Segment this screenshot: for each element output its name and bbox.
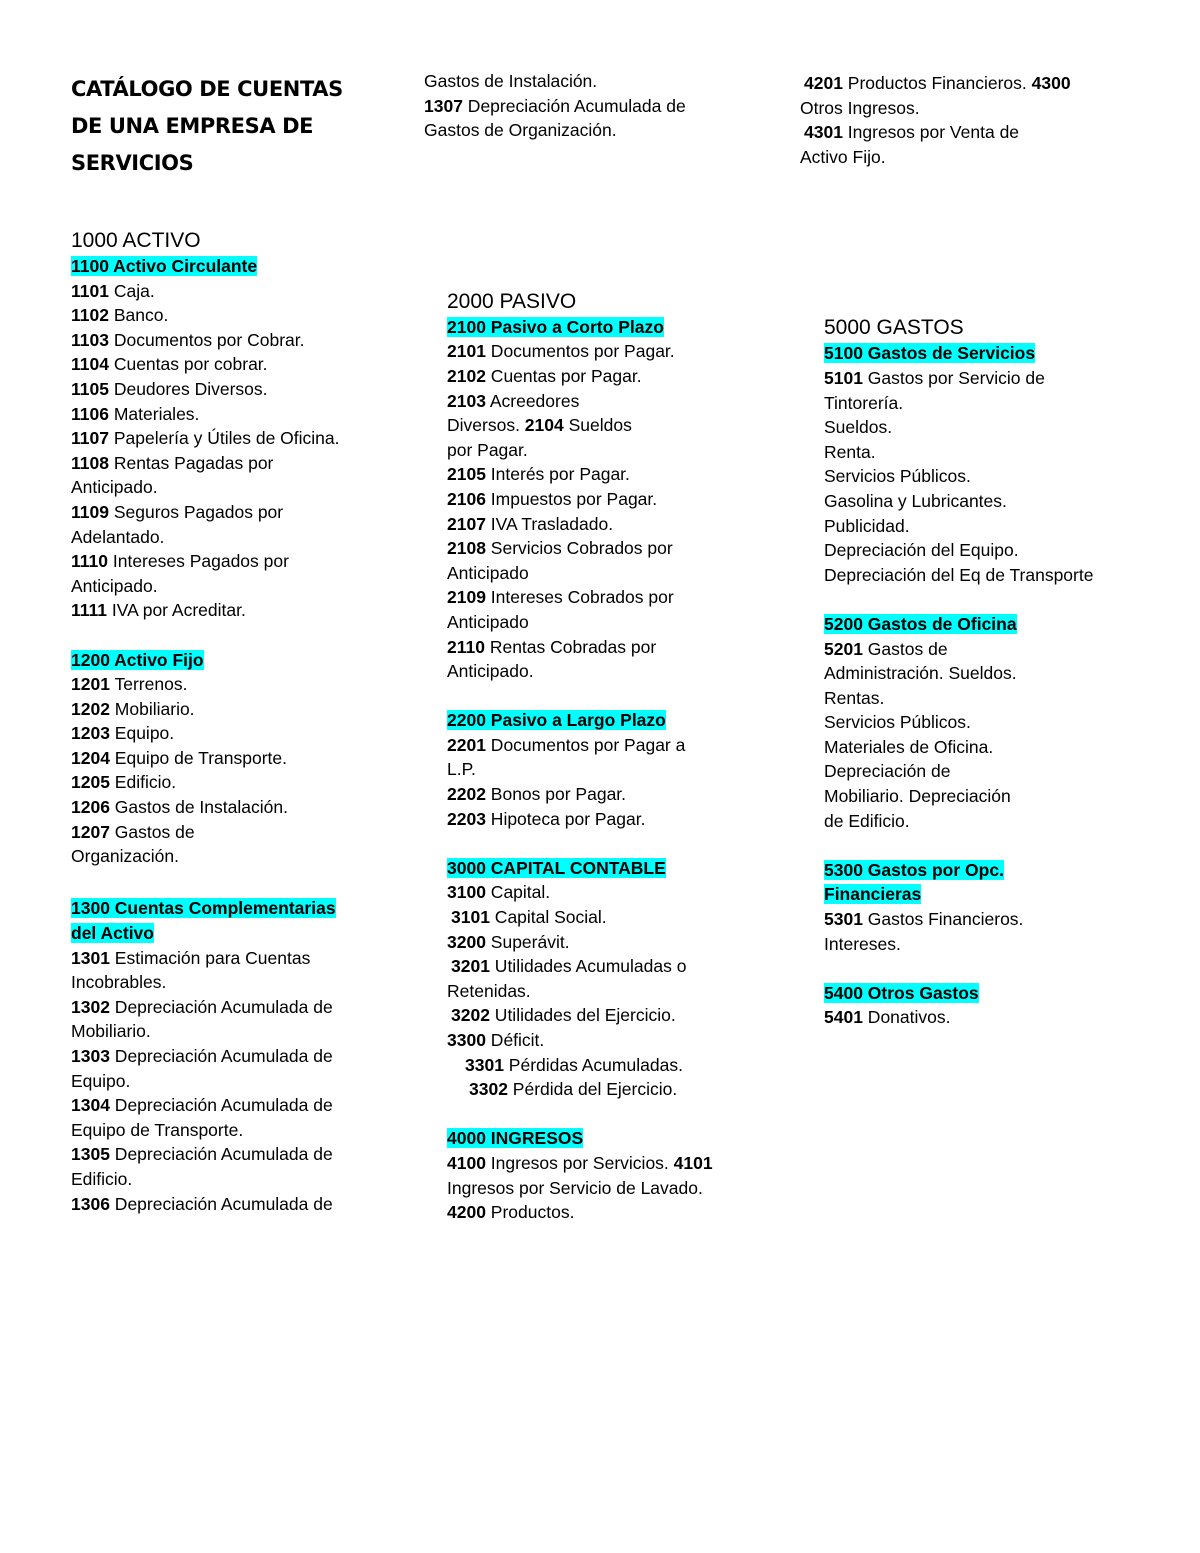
account-line [447, 389, 754, 414]
otros-gastos-header: 5400 Otros Gastos [824, 982, 979, 1003]
account-code: 4301 [804, 122, 843, 143]
account-line [71, 451, 386, 476]
account-code: 1104 [71, 354, 109, 375]
account-name: Gasolina y Lubricantes. [824, 490, 1007, 511]
account-name: Depreciación Acumulada de [109, 1095, 333, 1116]
account-line [824, 464, 1160, 489]
account-name: Servicios Cobrados por [485, 538, 673, 559]
account-line [71, 746, 386, 771]
cuentas-complementarias-header-line2: del Activo [71, 923, 154, 944]
gastos-oficina-list [824, 637, 1160, 834]
account-name: Déficit. [485, 1030, 545, 1050]
account-name: Depreciación Acumulada de [109, 1046, 333, 1066]
account-line [71, 1093, 386, 1118]
account-line [824, 809, 1160, 834]
account-line [447, 512, 754, 537]
account-line [824, 563, 1160, 588]
account-line [447, 757, 754, 782]
account-name: Gastos por Servicio de [862, 367, 1045, 388]
account-line [447, 1151, 754, 1176]
ingresos-continued [800, 71, 1160, 169]
account-name: Ingresos por Servicio de Lavado. [447, 1177, 703, 1198]
account-name: Sueldos. [824, 417, 893, 438]
account-code: 1102 [71, 305, 109, 326]
account-code: 4100 [447, 1152, 486, 1173]
gastos-financieras-list [824, 907, 1160, 956]
account-name: Seguros Pagados por [108, 501, 284, 522]
account-name: Depreciación Acumulada de [109, 996, 333, 1017]
account-line [447, 364, 754, 389]
account-name: Equipo de Transporte. [109, 747, 287, 768]
gastos-servicios-list [824, 366, 1160, 587]
account-name: Otros Ingresos. [800, 97, 920, 118]
account-code: 1205 [71, 772, 110, 793]
account-name: Anticipado. [71, 575, 158, 596]
capital-contable-list [447, 880, 754, 1101]
account-line [71, 1044, 386, 1069]
account-line [424, 118, 754, 143]
account-name: Ingresos por Servicios. [485, 1152, 674, 1173]
account-line [447, 1176, 754, 1201]
gastos-title: 5000 GASTOS [824, 316, 964, 340]
account-code: 3200 [447, 931, 486, 952]
account-line [71, 328, 386, 353]
column-2 [424, 69, 754, 1225]
account-code: 4201 [804, 73, 843, 93]
account-line [447, 979, 754, 1004]
account-code: 3201 [451, 956, 490, 977]
account-code: 1202 [71, 698, 110, 719]
account-code: 1110 [71, 551, 108, 572]
account-line [447, 733, 754, 758]
account-line [71, 279, 386, 304]
account-line [824, 661, 1160, 686]
activo-title: 1000 ACTIVO [71, 229, 201, 252]
account-name: Capital. [485, 882, 551, 903]
account-name: Mobiliario. Depreciación [824, 786, 1011, 807]
account-name: Adelantado. [71, 526, 165, 547]
account-line [447, 930, 754, 955]
account-code: 4101 [673, 1152, 713, 1173]
account-line [71, 770, 386, 795]
account-line [824, 538, 1160, 563]
account-line [71, 352, 386, 377]
account-line [71, 1069, 386, 1094]
account-code: 4300 [1031, 73, 1071, 93]
account-line [800, 145, 1160, 170]
account-code: 2203 [447, 808, 486, 829]
cuentas-complementarias-header: 1300 Cuentas Complementarias [71, 898, 336, 919]
account-code: 1111 [71, 600, 108, 621]
account-name: Gastos de Instalación. [424, 71, 598, 91]
account-code: 1304 [71, 1095, 110, 1116]
account-name: Documentos por Pagar a [485, 734, 686, 755]
account-line [71, 426, 386, 451]
account-line [71, 995, 386, 1020]
account-code: 3100 [447, 882, 486, 903]
account-name: Gastos de [109, 821, 195, 842]
account-line [447, 1003, 754, 1028]
account-code: 2101 [447, 341, 486, 362]
account-line [71, 970, 386, 995]
account-name: Administración. Sueldos. [824, 663, 1017, 684]
account-line [71, 844, 386, 869]
account-line [447, 1028, 754, 1053]
account-line [71, 377, 386, 402]
account-name: Edificio. [109, 772, 177, 793]
account-name: Diversos. [447, 415, 525, 436]
account-code: 4200 [447, 1202, 486, 1223]
account-line [447, 438, 754, 463]
account-code: 2109 [447, 587, 486, 608]
account-name: Depreciación de [824, 761, 951, 782]
ingresos-header: 4000 INGRESOS [447, 1128, 584, 1149]
account-line [447, 905, 754, 930]
account-code: 1302 [71, 996, 110, 1017]
account-code: 1108 [71, 452, 109, 473]
account-line [447, 1077, 754, 1102]
capital-contable-header: 3000 CAPITAL CONTABLE [447, 857, 666, 878]
account-name: Incobrables. [71, 972, 167, 993]
activo-fijo-header: 1200 Activo Fijo [71, 649, 204, 670]
account-line [71, 1192, 386, 1217]
account-name: Intereses. [824, 933, 901, 954]
account-code: 1109 [71, 501, 109, 522]
account-name: Hipoteca por Pagar. [485, 808, 646, 829]
account-line [71, 1118, 386, 1143]
account-name: Donativos. [862, 1007, 951, 1028]
account-name: Activo Fijo. [800, 146, 886, 167]
account-name: Tintorería. [824, 392, 904, 413]
account-line [447, 536, 754, 561]
account-line [447, 487, 754, 512]
account-code: 2202 [447, 784, 486, 805]
account-name: Rentas Pagadas por [108, 452, 274, 473]
account-name: Ingresos por Venta de [842, 122, 1020, 143]
cuentas-complementarias-list [71, 946, 386, 1217]
account-name: Retenidas. [447, 980, 531, 1001]
account-code: 1105 [71, 378, 109, 399]
pasivo-corto-header: 2100 Pasivo a Corto Plazo [447, 316, 664, 337]
account-name: de Edificio. [824, 810, 910, 831]
account-name: Utilidades del Ejercicio. [489, 1005, 676, 1026]
account-name: IVA por Acreditar. [107, 600, 246, 621]
account-line [71, 303, 386, 328]
gastos-servicios-header: 5100 Gastos de Servicios [824, 343, 1036, 364]
account-line [447, 954, 754, 979]
account-name: Depreciación Acumulada de [462, 95, 686, 116]
account-line [71, 697, 386, 722]
account-code: 1306 [71, 1193, 110, 1214]
account-name: Anticipado [447, 611, 529, 632]
account-name: Anticipado [447, 562, 529, 583]
account-code: 3101 [451, 907, 490, 928]
account-name: Equipo de Transporte. [71, 1119, 244, 1140]
account-line [424, 69, 754, 94]
account-name: Depreciación Acumulada de [109, 1193, 333, 1214]
account-line [447, 807, 754, 832]
account-code: 2102 [447, 365, 486, 386]
account-name: Servicios Públicos. [824, 466, 971, 487]
account-name: Gastos Financieros. [862, 909, 1024, 930]
account-line [447, 462, 754, 487]
account-line [824, 710, 1160, 735]
account-code: 1305 [71, 1144, 110, 1165]
account-line [447, 561, 754, 586]
account-name: Interés por Pagar. [485, 464, 630, 485]
pasivo-corto-list [447, 339, 754, 683]
account-code: 2107 [447, 513, 486, 534]
account-name: Servicios Públicos. [824, 712, 971, 733]
account-name: Organización. [71, 846, 179, 867]
account-code: 2105 [447, 464, 486, 485]
account-line [824, 366, 1160, 391]
gastos-oficina-header: 5200 Gastos de Oficina [824, 613, 1017, 634]
account-name: IVA Trasladado. [485, 513, 614, 534]
account-line [71, 946, 386, 971]
account-line [824, 932, 1160, 957]
gastos-financieras-header-line2: Financieras [824, 884, 922, 905]
account-name: Cuentas por Pagar. [485, 365, 642, 386]
account-name: Rentas. [824, 687, 885, 708]
account-name: Pérdidas Acumuladas. [503, 1054, 683, 1075]
account-name: Depreciación del Equipo. [824, 540, 1019, 561]
account-line [447, 659, 754, 684]
account-name: Depreciación Acumulada de [109, 1144, 333, 1165]
account-line [447, 782, 754, 807]
account-line [447, 610, 754, 635]
account-name: Equipo. [109, 723, 175, 744]
account-code: 1106 [71, 403, 109, 424]
activo-circulante-list [71, 279, 386, 623]
account-line [424, 94, 754, 119]
account-name: Acreedores [485, 390, 580, 411]
account-name: Papelería y Útiles de Oficina. [108, 428, 340, 449]
account-line [824, 686, 1160, 711]
account-line [824, 514, 1160, 539]
account-line [71, 549, 386, 574]
account-line [447, 413, 754, 438]
pasivo-largo-header: 2200 Pasivo a Largo Plazo [447, 710, 666, 731]
account-name: Estimación para Cuentas [109, 947, 311, 968]
otros-gastos-list [824, 1005, 1160, 1030]
account-line [71, 402, 386, 427]
account-name: Materiales. [108, 403, 200, 424]
account-line [447, 1200, 754, 1225]
account-line [824, 735, 1160, 760]
account-code: 1204 [71, 747, 110, 768]
account-code: 5401 [824, 1007, 863, 1028]
account-line [71, 795, 386, 820]
account-code: 1307 [424, 95, 463, 116]
account-code: 1206 [71, 797, 110, 818]
column-3 [800, 71, 1160, 1030]
account-code: 2106 [447, 488, 486, 509]
gastos-financieras-header: 5300 Gastos por Opc. [824, 859, 1004, 880]
account-name: Mobiliario. [109, 698, 195, 719]
account-name: Rentas Cobradas por [484, 636, 657, 657]
account-code: 2110 [447, 636, 485, 657]
account-name: por Pagar. [447, 439, 528, 460]
account-name: Gastos de Organización. [424, 120, 617, 141]
account-code: 1301 [71, 947, 110, 968]
pasivo-largo-list [447, 733, 754, 831]
account-code: 3302 [469, 1079, 508, 1100]
account-code: 2103 [447, 390, 486, 411]
account-name: Superávit. [485, 931, 570, 952]
account-code: 3202 [451, 1005, 490, 1026]
account-code: 1201 [71, 674, 110, 695]
account-line [71, 500, 386, 525]
account-line [824, 391, 1160, 416]
column-1 [71, 71, 386, 1216]
activo-fijo-list [71, 672, 386, 869]
account-name: Renta. [824, 441, 876, 462]
account-line [447, 339, 754, 364]
account-line [824, 907, 1160, 932]
account-line [71, 574, 386, 599]
account-line [71, 820, 386, 845]
account-name: Intereses Pagados por [108, 551, 289, 572]
account-line [71, 1167, 386, 1192]
activo-circulante-header: 1100 Activo Circulante [71, 256, 258, 276]
document-title: CATÁLOGO DE CUENTAS DE UNA EMPRESA DE SERVICIOS [71, 77, 343, 175]
account-name: Documentos por Cobrar. [108, 329, 305, 350]
account-name: Productos Financieros. [842, 73, 1032, 93]
account-code: 2108 [447, 538, 486, 559]
account-line [824, 759, 1160, 784]
account-code: 1101 [71, 280, 109, 301]
account-code: 1203 [71, 723, 110, 744]
account-name: Terrenos. [109, 674, 188, 695]
pasivo-title: 2000 PASIVO [447, 289, 577, 313]
account-line [824, 784, 1160, 809]
ingresos-list [447, 1151, 754, 1225]
account-line [824, 440, 1160, 465]
account-name: Gastos de Instalación. [109, 797, 288, 818]
account-name: Sueldos [563, 415, 632, 436]
account-line [800, 71, 1160, 96]
account-name: Anticipado. [447, 661, 534, 682]
account-code: 2104 [524, 415, 564, 436]
account-name: Capital Social. [489, 907, 607, 928]
account-line [71, 721, 386, 746]
account-name: Utilidades Acumuladas o [489, 956, 687, 977]
account-line [447, 635, 754, 660]
account-name: Impuestos por Pagar. [485, 488, 658, 509]
account-name: Documentos por Pagar. [485, 341, 675, 362]
account-line [71, 598, 386, 623]
account-name: Equipo. [71, 1070, 131, 1091]
account-name: Caja. [108, 280, 155, 301]
account-name: Mobiliario. [71, 1021, 151, 1042]
account-code: 5101 [824, 367, 863, 388]
account-name: Intereses Cobrados por [485, 587, 674, 608]
account-name: Materiales de Oficina. [824, 736, 994, 757]
account-line [71, 1142, 386, 1167]
account-line [824, 637, 1160, 662]
account-code: 1207 [71, 821, 110, 842]
account-code: 3301 [465, 1054, 504, 1075]
account-name: Pérdida del Ejercicio. [507, 1079, 678, 1100]
account-code: 1107 [71, 428, 109, 449]
account-line [71, 672, 386, 697]
account-line [71, 525, 386, 550]
account-line [824, 489, 1160, 514]
account-name: Anticipado. [71, 477, 158, 498]
account-code: 5301 [824, 909, 863, 930]
account-line [447, 585, 754, 610]
account-name: L.P. [447, 759, 476, 780]
account-name: Bonos por Pagar. [485, 784, 627, 805]
account-line [824, 415, 1160, 440]
account-code: 1303 [71, 1046, 110, 1066]
account-name: Depreciación del Eq de Transporte [824, 564, 1094, 585]
account-line [447, 1053, 754, 1078]
account-code: 5201 [824, 638, 863, 659]
account-name: Cuentas por cobrar. [108, 354, 268, 375]
account-line [71, 475, 386, 500]
account-name: Edificio. [71, 1168, 133, 1189]
account-code: 3300 [447, 1030, 486, 1050]
account-line [800, 120, 1160, 145]
account-name: Publicidad. [824, 515, 910, 536]
account-name: Deudores Diversos. [108, 378, 268, 399]
account-name: Gastos de [862, 638, 948, 659]
account-line [824, 1005, 1160, 1030]
account-name: Productos. [485, 1202, 575, 1223]
cuentas-complementarias-continued [424, 69, 754, 143]
account-line [800, 96, 1160, 121]
account-line [447, 880, 754, 905]
account-line [71, 1019, 386, 1044]
account-code: 2201 [447, 734, 486, 755]
account-name: Banco. [108, 305, 169, 326]
account-code: 1103 [71, 329, 109, 350]
